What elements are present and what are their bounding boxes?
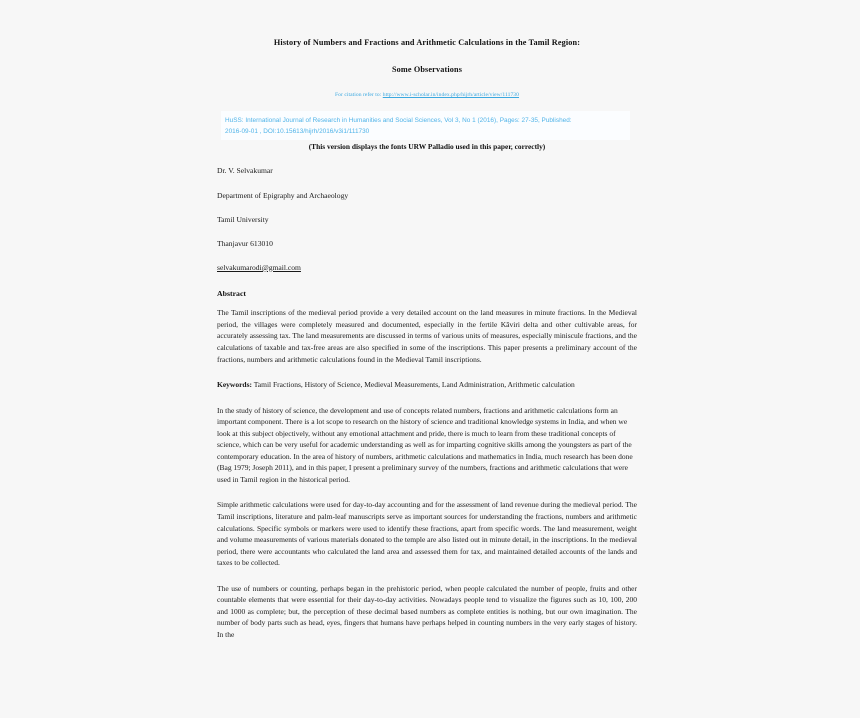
journal-metadata-line-2: 2016-09-01 , DOI:10.15613/hijrh/2016/v3i1/111730 (225, 128, 370, 136)
author-email-link[interactable]: selvakumarodi@gmail.com (217, 262, 301, 272)
author-affiliation-block (217, 167, 637, 271)
keywords-values: Tamil Fractions, History of Science, Medieval Measurements, Land Administration, Arithmetic calculation (252, 380, 575, 390)
author-department: Department of Epigraphy and Archaeology (217, 190, 349, 200)
body-paragraph-2: Simple arithmetic calculations were used for day-to-day accounting and for the assessment of land revenue during the medieval period. The Tamil inscriptions, literature and palm-leaf manuscripts serve as important sources for understanding the fractions, numbers and arithmetic calculations. Specific symbols or markers were used to identify these fractions, apart from specific words. The land measurement, weight and volume measurements of various materials donated to the temple are also listed out in minute detail, in the inscriptions. In the medieval period, there were accountants who calculated the land area and assessed them for tax, and maintained detailed accounts of the lands and taxes to be collected. (217, 500, 637, 568)
body-paragraph-3: The use of numbers or counting, perhaps began in the prehistoric period, when people calculated the number of people, fruits and other countable elements that were essential for their day-to-day activities. Nowadays people tend to visualize the figures such as 10, 100, 200 and 1000 as complete; but, the perception of these decimal based numbers as complete entities is nothing, but our own imagination. The number of body parts such as head, eyes, fingers that humans have perhaps helped in counting numbers in the very early stages of history. In the (217, 583, 637, 639)
keywords-label: Keywords: (217, 380, 252, 390)
citation-prefix-label: For citation refer to: (335, 92, 383, 98)
page-title: History of Numbers and Fractions and Arithmetic Calculations in the Tamil Region: (273, 38, 581, 47)
author-email-wrapper (217, 264, 637, 272)
abstract-heading: Abstract (217, 289, 247, 299)
author-university: Tamil University (217, 214, 269, 224)
journal-metadata-highlight (221, 111, 630, 140)
version-font-note: (This version displays the fonts URW Palladio used in this paper, correctly) (308, 142, 546, 152)
author-city: Thanjavur 613010 (217, 238, 273, 248)
document-content-column (217, 0, 637, 641)
page-subtitle: Some Observations (391, 65, 463, 74)
citation-url-link[interactable]: http://www.i-scholar.in/index.php/hijrh/article/view/111730 (382, 92, 519, 98)
abstract-text: The Tamil inscriptions of the medieval period provide a very detailed account on the land measures in minute fractions. In the Medieval period, the villages were completely measured and documented, especially in the fertile Kāviri delta and other cultivable areas, for accurately assessing tax. The land measurements are discussed in terms of various units of measures, especially miniscule fractions, and the calculations of taxable and tax-free areas are also specified in some of the inscriptions. This paper presents a preliminary account of the fractions, numbers and arithmetic calculations found in the Medieval Tamil inscriptions. (217, 308, 637, 364)
author-name: Dr. V. Selvakumar (217, 166, 273, 176)
journal-metadata-line-1: HuSS: International Journal of Research in Humanities and Social Sciences, Vol 3, No 1 (2016), Pages: 27-35, Published: (225, 117, 572, 124)
keywords-line (217, 379, 637, 391)
citation-reference-line (217, 92, 637, 98)
body-paragraph-1: In the study of history of science, the development and use of concepts related numbers, fractions and arithmetic calculations form an important component. There is a lot scope to research on the history of science and traditional knowledge systems in India, and when we look at this subject objectively, without any emotional attachment and pride, there is much to learn from these traditional concepts of science, which can be very useful for academic understanding as well as for imparting cognitive skills among the youngsters as part of the contemporary education. In the area of history of numbers, arithmetic calculations and mathematics in India, much research has been done (Bag 1979; Joseph 2011), and in this paper, I present a preliminary survey of the numbers, fractions and arithmetic calculations that were used in Tamil region in the historical period. (217, 405, 633, 484)
